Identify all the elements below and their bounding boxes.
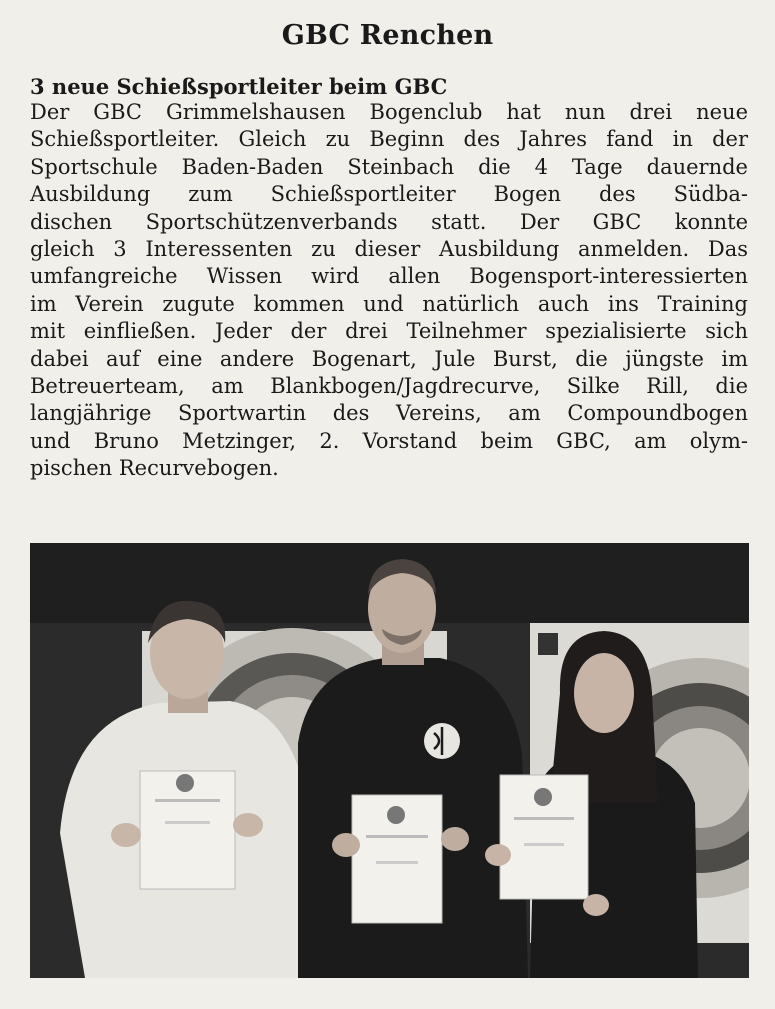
body-line: Der GBC Grimmelshausen Bogenclub hat nun drei neue (30, 100, 748, 124)
body-line: Betreuerteam, am Blankbogen/Jagdrecurve, Silke Rill, die (30, 374, 748, 399)
body-line: Sportschule Baden-Baden Steinbach die 4 Tage dauernde (30, 154, 748, 179)
body-line: langjährige Sportwartin des Vereins, am Compoundbogen (30, 401, 748, 426)
section-title: GBC Renchen (281, 20, 494, 51)
body-line: pischen Recurvebogen. (30, 456, 279, 481)
body-line: dischen Sportschützenverbands statt. Der GBC konnte (30, 209, 748, 234)
body-line: gleich 3 Interessenten zu dieser Ausbildung anmelden. Das (30, 237, 748, 262)
article-headline: 3 neue Schießsportleiter beim GBC (30, 74, 448, 99)
body-line: im Verein zugute kommen und natürlich auch ins Training (30, 291, 748, 316)
body-line: Schießsportleiter. Gleich zu Beginn des Jahres fand in der (30, 127, 748, 152)
certificate-icon (140, 771, 235, 889)
certificate-icon (500, 775, 588, 899)
body-line: umfangreiche Wissen wird allen Bogensport-interessierten (30, 264, 748, 289)
body-line: und Bruno Metzinger, 2. Vorstand beim GBC, am olym- (30, 428, 748, 453)
body-line: mit einfließen. Jeder der drei Teilnehmer spezialisierte sich (30, 319, 748, 344)
body-line: dabei auf eine andere Bogenart, Jule Burst, die jüngste im (30, 346, 748, 371)
article-body (30, 99, 748, 483)
certificate-icon (352, 795, 442, 923)
club-logo-icon (424, 723, 460, 759)
body-line: Ausbildung zum Schießsportleiter Bogen des Südba- (30, 182, 748, 207)
article-photo (30, 543, 749, 978)
